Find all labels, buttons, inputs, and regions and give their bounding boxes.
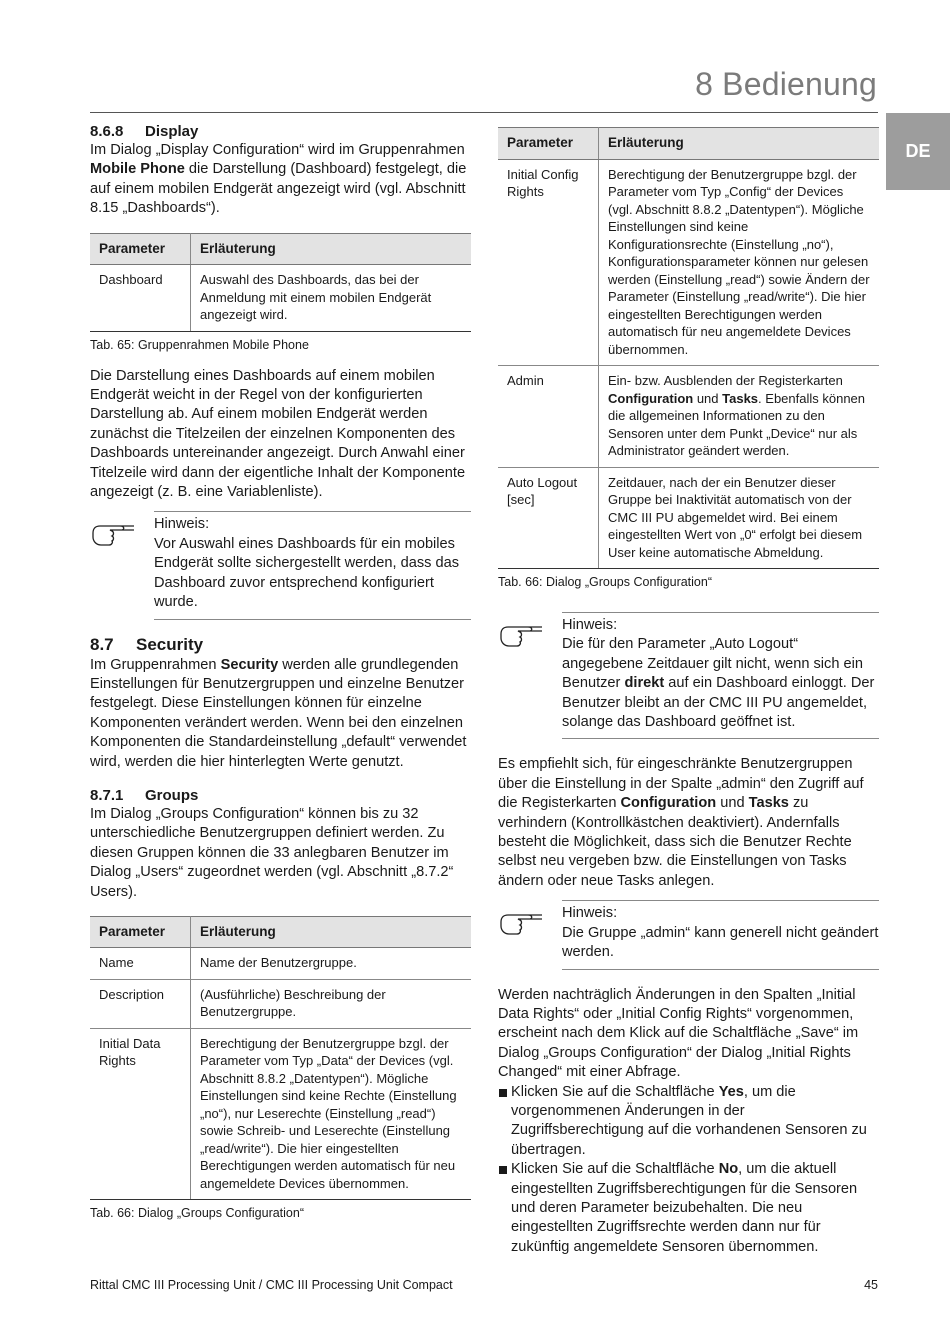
list-item: Klicken Sie auf die Schaltfläche Yes, um die vorgenommenen Änderungen in der Zugriffsberechtigung auf die vorhandenen Sensoren zu übertragen. bbox=[498, 1083, 879, 1161]
footer-product-name: Rittal CMC III Processing Unit / CMC III Processing Unit Compact bbox=[90, 1278, 453, 1292]
right-column bbox=[498, 122, 879, 1257]
note-text: Die Gruppe „admin“ kann generell nicht geändert werden. bbox=[562, 924, 879, 961]
note-box bbox=[90, 511, 471, 619]
left-column bbox=[90, 122, 471, 1221]
paragraph-display-intro: Im Dialog „Display Configuration“ wird im Gruppenrahmen Mobile Phone die Darstellung (Dashboard) festgelegt, die auf einem mobilen Endgerät angezeigt wird (vgl. Abschnitt 8.15 „Dashboards“). bbox=[90, 142, 467, 217]
pointing-hand-icon bbox=[498, 900, 562, 969]
table-row: Name Name der Benutzergruppe. bbox=[90, 948, 471, 980]
note-title: Hinweis: bbox=[154, 516, 210, 533]
table-row: Description (Ausführliche) Beschreibung der Benutzergruppe. bbox=[90, 979, 471, 1028]
table-row: Dashboard Auswahl des Dashboards, das bei der Anmeldung mit einem mobilen Endgerät angezeigt wird. bbox=[90, 265, 471, 332]
table-mobile-phone: Parameter Erläuterung Dashboard Auswahl des Dashboards, das bei der Anmeldung mit einem mobilen Endgerät angezeigt wird. bbox=[90, 233, 471, 332]
table-groups-configuration-continued: Parameter Erläuterung Initial Config Rights Berechtigung der Benutzergruppe bzgl. der Parameter vom Typ „Config“ der Devices (vgl. Abschnitt 8.8.2 „Datentypen“). Mögliche Einstellungen sind keine Konfigurationsrechte (Einstellung „no“), Konfigurationsparameter können nur gelesen werden (Einstellung „read“) sowie Ändern der Parameter (Einstellung „read/write“). Die hier eingestellten Berechtigungen werden automatisch für neu angemeldete Devices übernommen. Admin Ein- bzw. Ausblenden der Registerkarten Configuration und Tasks. Ebenfalls können die allgemeinen Informationen zu den Sensoren unter dem Punkt „Device“ nur als Administrator geändert werden. Auto Logout [sec] Zeitdauer, nach der ein Benutzer dieser Gruppe bei Inaktivität automatisch von der CMC III PU abgemeldet wird. Bei einem eingestellten Wert von „0“ erfolgt bei diesem User keine automatische Abmeldung. bbox=[498, 127, 879, 569]
header-rule bbox=[90, 112, 878, 113]
table-row: Auto Logout [sec] Zeitdauer, nach der ein Benutzer dieser Gruppe bei Inaktivität automatisch von der CMC III PU abgemeldet wird. Bei einem eingestellten Wert von „0“ erfolgt bei diesem User keine automatische Abmeldung. bbox=[498, 467, 879, 569]
paragraph-rights-changed: Werden nachträglich Änderungen in den Spalten „Initial Data Rights“ oder „Initial Config Rights“ vorgenommen, erscheint nach dem Klick auf die Schaltfläche „Save“ im Dialog „Groups Configuration“ der Dialog „Initial Rights Changed“ mit einer Abfrage. bbox=[498, 986, 859, 1081]
paragraph-recommendation: Es empfiehlt sich, für eingeschränkte Benutzergruppen über die Einstellung in der Spalte „admin“ den Zugriff auf die Registerkarten Configuration und Tasks zu verhindern (Kontrollkästchen deaktiviert). Andernfalls besteht die Möglichkeit, dass sich die Benutzer Rechte selbst neu vergeben bzw. die Einstellungen von Tasks ändern oder neue Tasks anlegen. bbox=[498, 756, 864, 889]
paragraph-security: Im Gruppenrahmen Security werden alle grundlegenden Einstellungen für Benutzergruppen und einzelne Benutzer festgelegt. Diese Einstellungen können für einzelne Komponenten verändert werden. Wenn bei den einzelnen Komponenten die Standardeinstellung „default“ verwendet wird, werden die hier hinterlegten Werte genutzt. bbox=[90, 656, 467, 770]
table-caption: Tab. 66: Dialog „Groups Configuration“ bbox=[498, 575, 713, 589]
note-box bbox=[498, 900, 879, 969]
heading-8-7-1: 8.7.1 Groups bbox=[90, 786, 199, 804]
note-box bbox=[498, 612, 879, 739]
heading-8-7: 8.7 Security bbox=[90, 634, 204, 654]
footer-page-number: 45 bbox=[864, 1278, 878, 1292]
heading-8-6-8: 8.6.8 Display bbox=[90, 123, 199, 140]
table-row: Initial Data Rights Berechtigung der Benutzergruppe bzgl. der Parameter vom Typ „Data“ der Devices (vgl. Abschnitt 8.8.2 „Datentypen“). Mögliche Einstellungen sind keine Rechte (Einstellung „no“), nur Leserechte (Einstellung „read“) sowie Schreib- und Leserechte (Einstellung „read/write“). Die hier eingestellten Berechtigungen werden automatisch für neu angemeldete Devices übernommen. bbox=[90, 1028, 471, 1200]
note-text: Vor Auswahl eines Dashboards für ein mobiles Endgerät sollte sichergestellt werden, dass das Dashboard zuvor entsprechend konfiguriert wurde. bbox=[154, 535, 460, 611]
paragraph-groups: Im Dialog „Groups Configuration“ können bis zu 32 unterschiedliche Benutzergruppen definiert werden. Zu diesen Gruppen können die 33 anlegbaren Benutzer im Dialog „Users“ zugeordnet werden (vgl. Abschnitt „8.7.2“ Users). bbox=[90, 805, 454, 900]
chapter-title: 8 Bedienung bbox=[695, 66, 877, 102]
instruction-list bbox=[498, 1083, 879, 1258]
language-tab: DE bbox=[886, 113, 950, 190]
pointing-hand-icon bbox=[498, 612, 562, 739]
note-text: Die für den Parameter „Auto Logout“ angegebene Zeitdauer gilt nicht, wenn sich ein Benutzer direkt auf ein Dashboard einloggt. Der Benutzer bleibt an der CMC III PU angemeldet, solange das Dashboard geöffnet ist. bbox=[562, 636, 875, 731]
table-groups-configuration: Parameter Erläuterung Name Name der Benutzergruppe. Description (Ausführliche) Beschreibung der Benutzergruppe. Initial Data Rights Berechtigung der Benutzergruppe bzgl. der Parameter vom Typ „Data“ der Devices (vgl. Abschnitt 8.8.2 „Datentypen“). Mögliche Einstellungen sind keine Rechte (Einstellung „no“), nur Leserechte (Einstellung „read“) sowie Schreib- und Leserechte (Einstellung „read/write“). Die hier eingestellten Berechtigungen werden automatisch für neu angemeldete Devices übernommen. bbox=[90, 916, 471, 1201]
pointing-hand-icon bbox=[90, 511, 154, 619]
paragraph-dashboard: Die Darstellung eines Dashboards auf einem mobilen Endgerät weicht in der Regel von der konfigurierten Darstellung ab. Auf einem mobilen Endgerät werden zunächst die Titelzeilen der einzelnen Komponenten des Dashboards untereinander angezeigt. Durch Anwahl einer Titelzeile wird dann der eigentliche Inhalt der Komponente angezeigt (z. B. eine Variablenliste). bbox=[90, 367, 466, 501]
table-caption: Tab. 65: Gruppenrahmen Mobile Phone bbox=[90, 337, 309, 352]
table-row: Initial Config Rights Berechtigung der Benutzergruppe bzgl. der Parameter vom Typ „Config“ der Devices (vgl. Abschnitt 8.8.2 „Datentypen“). Mögliche Einstellungen sind keine Konfigurationsrechte (Einstellung „no“), Konfigurationsparameter können nur gelesen werden (Einstellung „read“) sowie Ändern der Parameter (Einstellung „read/write“). Die hier eingestellten Berechtigungen werden automatisch für neu angemeldete Devices übernommen. bbox=[498, 159, 879, 366]
table-caption: Tab. 66: Dialog „Groups Configuration“ bbox=[90, 1206, 305, 1221]
list-item: Klicken Sie auf die Schaltfläche No, um die aktuell eingestellten Zugriffsberechtigungen für die Sensoren und deren Parameter beizubehalten. Die neu eingestellten Zugriffsrechte werden dann nur für zukünftig angemeldete Sensoren übernommen. bbox=[498, 1160, 879, 1257]
table-row: Admin Ein- bzw. Ausblenden der Registerkarten Configuration und Tasks. Ebenfalls können die allgemeinen Informationen zu den Sensoren unter dem Punkt „Device“ nur als Administrator geändert werden. bbox=[498, 366, 879, 468]
note-title: Hinweis: bbox=[562, 617, 618, 633]
note-title: Hinweis: bbox=[562, 905, 618, 922]
